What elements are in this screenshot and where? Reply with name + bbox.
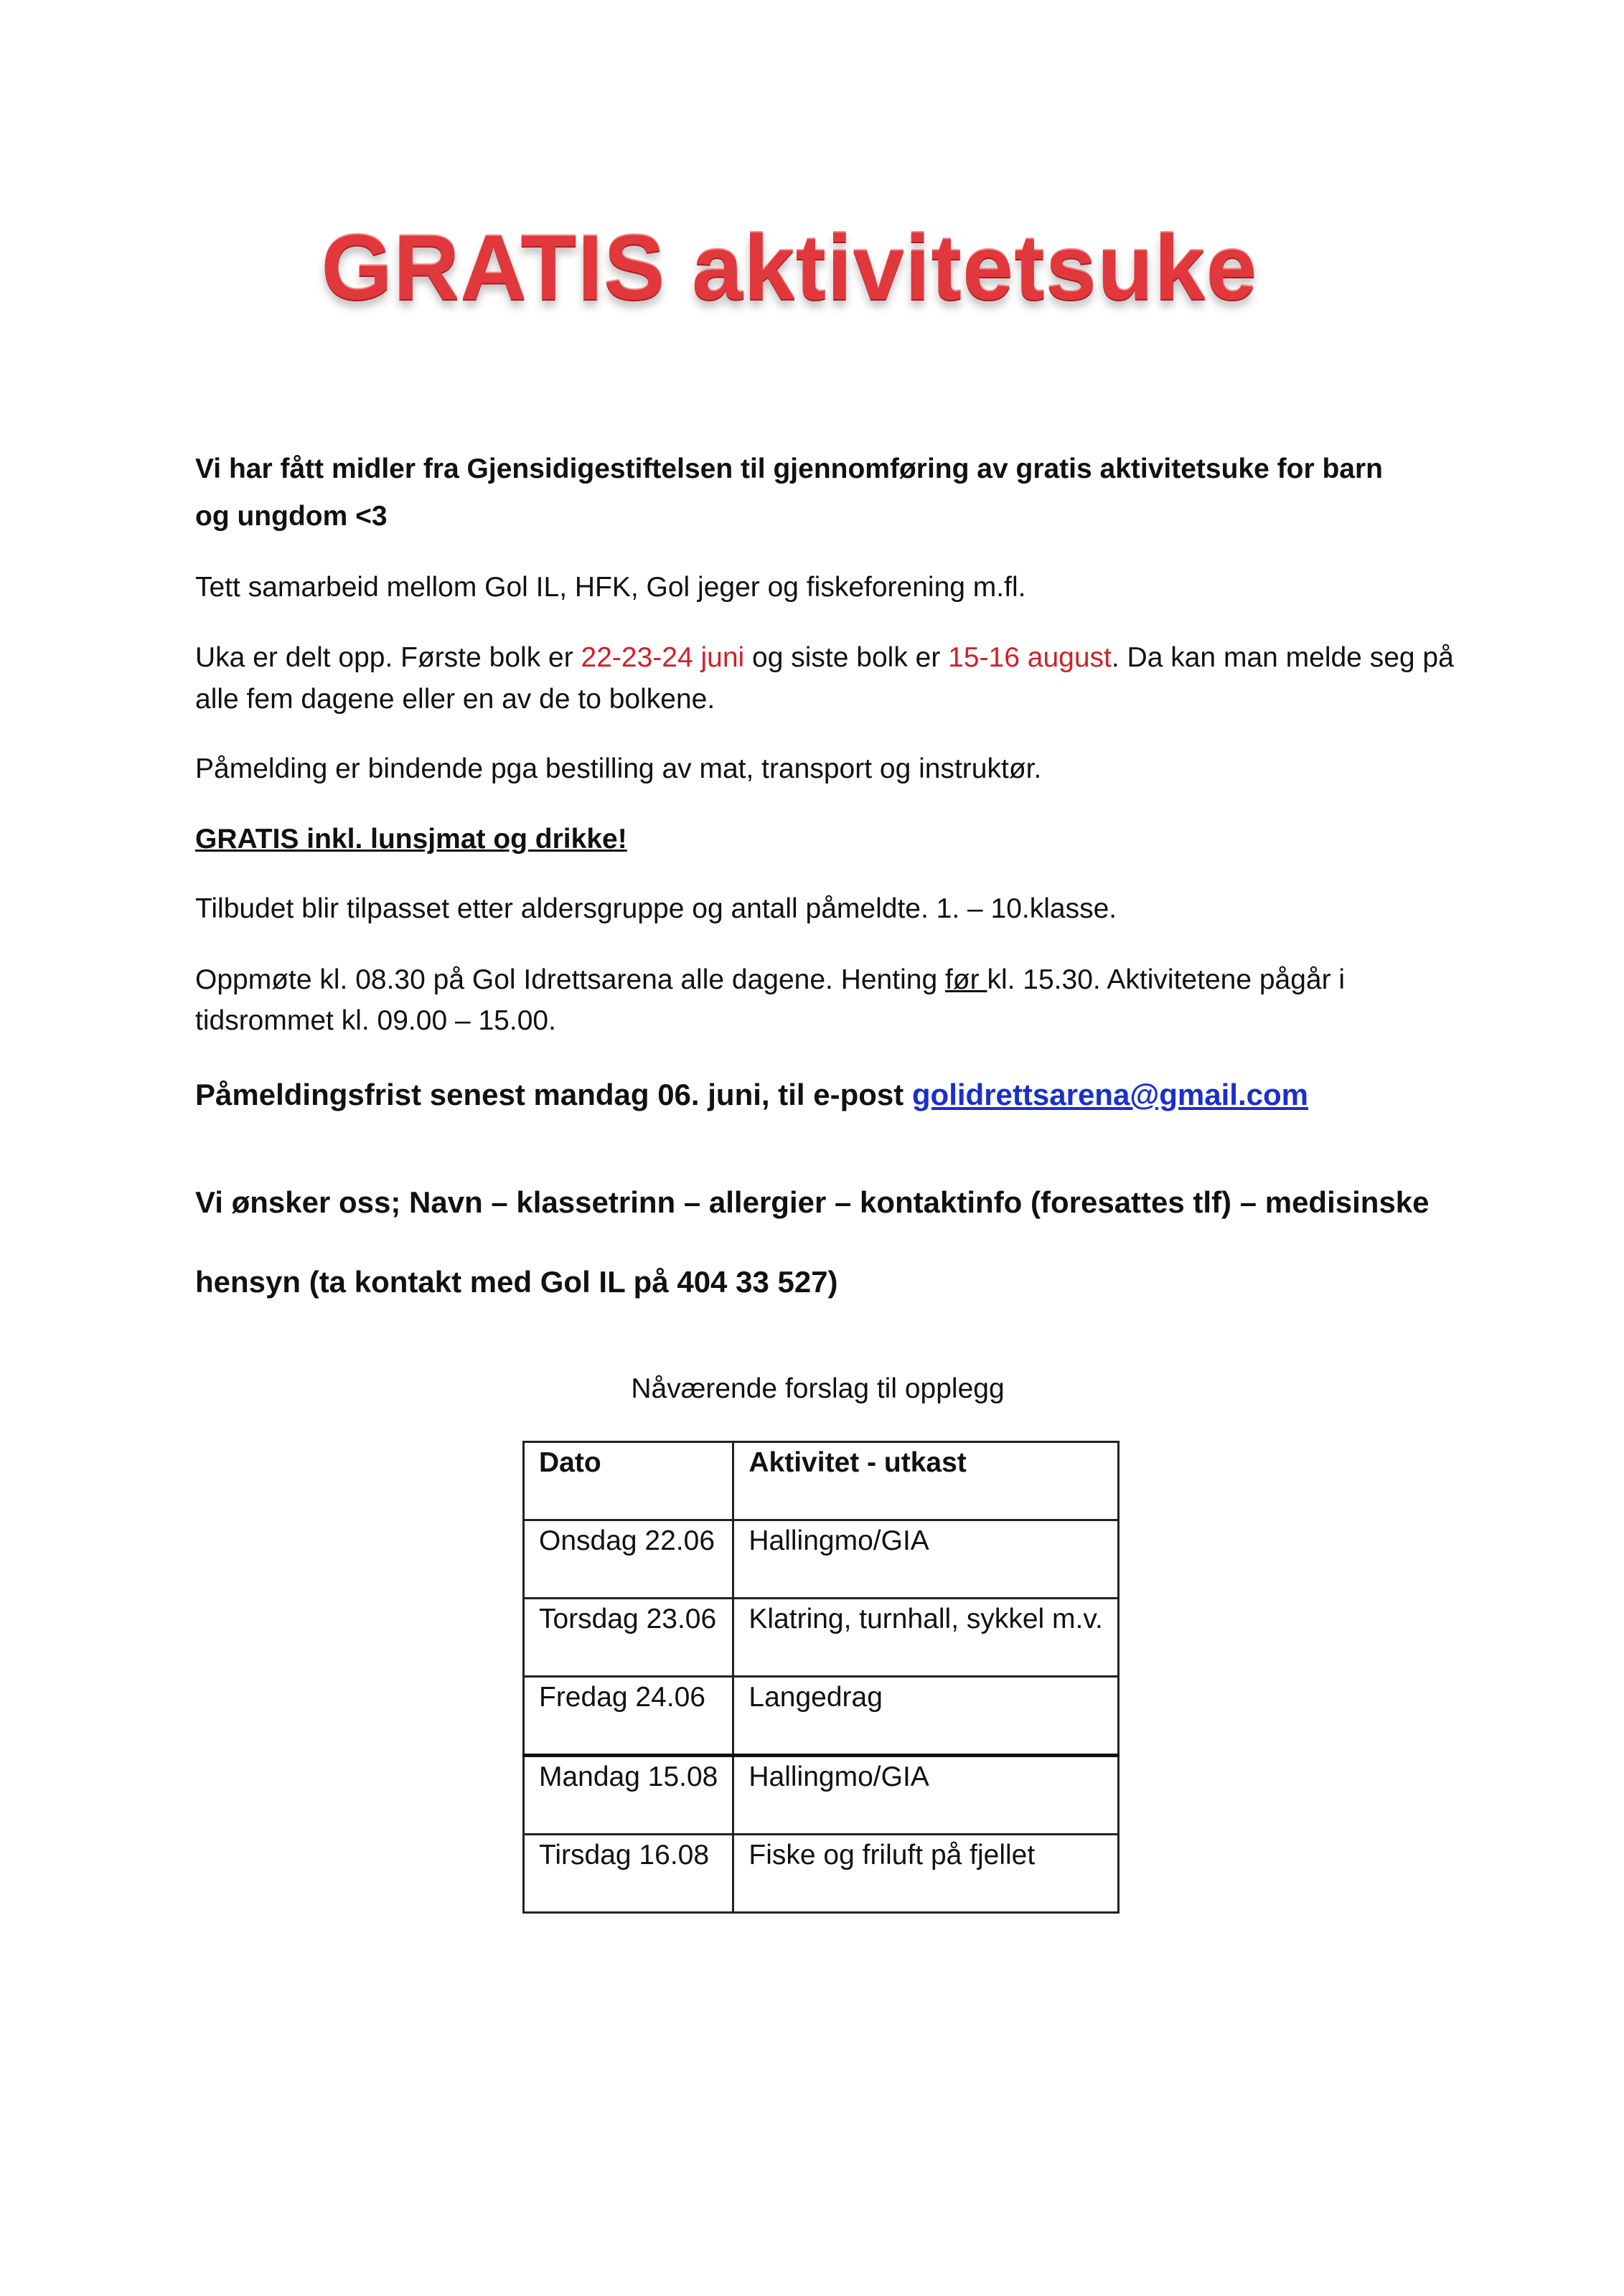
binding-text: Påmelding er bindende pga bestilling av mat, transport og instruktør.	[195, 753, 1042, 784]
collaboration-text: Tett samarbeid mellom Gol IL, HFK, Gol jeger og fiskeforening m.fl.	[195, 572, 1026, 603]
schedule-table	[522, 1441, 1120, 1914]
table-row	[524, 1756, 1119, 1835]
free-text: GRATIS inkl. lunsjmat og drikke!	[195, 824, 627, 855]
split-a: Uka er delt opp. Første bolk er	[195, 642, 581, 673]
table-row	[524, 1835, 1119, 1913]
cell-date: Torsdag 23.06	[524, 1599, 733, 1677]
date-first-block: 22-23-24 juni	[581, 642, 745, 673]
cell-date: Onsdag 22.06	[524, 1520, 733, 1599]
meet-b: kl. 15.30. Aktivitetene pågår i	[987, 964, 1346, 995]
cell-activity: Hallingmo/GIA	[733, 1520, 1118, 1599]
email-link[interactable]: golidrettsarena@gmail.com	[911, 1078, 1308, 1111]
intro-heading-line1: Vi har fått midler fra Gjensidigestiftelsen til gjennomføring av gratis aktivitetsuke for barn	[195, 453, 1383, 484]
cell-activity: Hallingmo/GIA	[733, 1756, 1118, 1835]
table-row	[524, 1599, 1119, 1677]
meeting-text	[195, 959, 1345, 1002]
header-activity: Aktivitet - utkast	[733, 1442, 1118, 1520]
table-caption: Nåværende forslag til opplegg	[631, 1373, 1005, 1404]
cell-date: Mandag 15.08	[524, 1756, 733, 1835]
header-date: Dato	[524, 1442, 733, 1520]
split-text-line2: alle fem dagene eller en av de to bolkene.	[195, 684, 715, 715]
deadline-label: Påmeldingsfrist senest mandag 06. juni, til e-post	[195, 1078, 912, 1111]
meet-before: før	[944, 964, 987, 995]
split-c: . Da kan man melde seg på	[1111, 642, 1454, 673]
cell-activity: Klatring, turnhall, sykkel m.v.	[733, 1599, 1118, 1677]
table-header-row	[524, 1442, 1119, 1520]
cell-date: Tirsdag 16.08	[524, 1835, 733, 1913]
wish-line2: hensyn (ta kontakt med Gol IL på 404 33 527)	[195, 1265, 838, 1299]
wish-line1: Vi ønsker oss; Navn – klassetrinn – allergier – kontaktinfo (foresattes tlf) – medisinske	[195, 1185, 1430, 1219]
cell-date: Fredag 24.06	[524, 1677, 733, 1756]
offer-text: Tilbudet blir tilpasset etter aldersgruppe og antall påmeldte. 1. – 10.klasse.	[195, 893, 1117, 924]
cell-activity: Langedrag	[733, 1677, 1118, 1756]
date-last-block: 15-16 august	[948, 642, 1112, 673]
meet-a: Oppmøte kl. 08.30 på Gol Idrettsarena alle dagene. Henting	[195, 964, 945, 995]
split-text	[195, 636, 1454, 679]
page-title: GRATIS aktivitetsuke	[321, 217, 1258, 319]
split-b: og siste bolk er	[744, 642, 949, 673]
cell-activity: Fiske og friluft på fjellet	[733, 1835, 1118, 1913]
table-row	[524, 1677, 1119, 1756]
meeting-text-line2: tidsrommet kl. 09.00 – 15.00.	[195, 1005, 556, 1036]
deadline-text	[195, 1073, 1308, 1116]
table-row	[524, 1520, 1119, 1599]
intro-heading-line2: og ungdom <3	[195, 501, 388, 532]
